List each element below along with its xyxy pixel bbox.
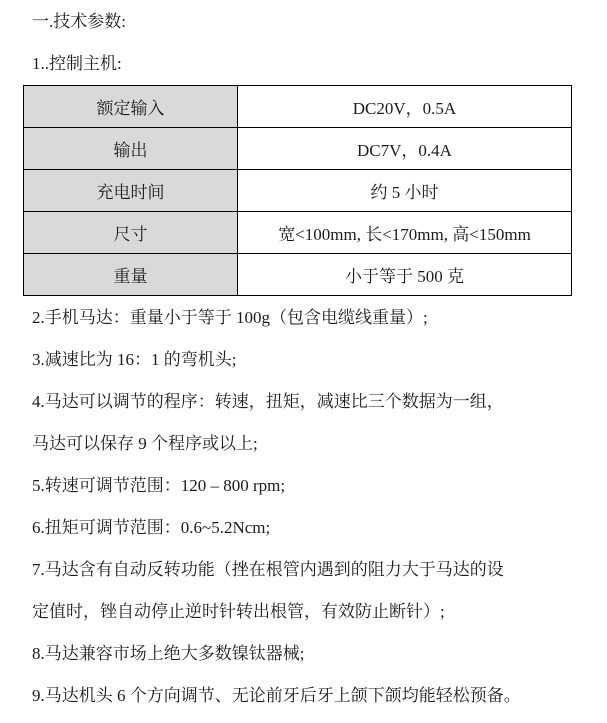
list-item-2: 2.手机马达：重量小于等于 100g（包含电缆线重量）; xyxy=(32,308,428,327)
spec-label: 重量 xyxy=(24,254,238,296)
numbered-list xyxy=(0,297,607,717)
list-item-4-continuation: 马达可以保存 9 个程序或以上; xyxy=(32,434,258,453)
document-page xyxy=(0,10,607,723)
list-item-3: 3.减速比为 16：1 的弯机头; xyxy=(32,350,237,369)
table-row xyxy=(24,86,572,128)
table-row xyxy=(24,128,572,170)
spec-value: 宽<100mm, 长<170mm, 高<150mm xyxy=(238,212,572,254)
list-item-7: 7.马达含有自动反转功能（挫在根管内遇到的阻力大于马达的设 xyxy=(32,560,504,579)
spec-label: 输出 xyxy=(24,128,238,170)
spec-label: 额定输入 xyxy=(24,86,238,128)
subsection-title: 1..控制主机: xyxy=(32,54,122,73)
section-title: 一.技术参数: xyxy=(32,12,126,31)
spec-value: DC20V，0.5A xyxy=(238,86,572,128)
list-item-6: 6.扭矩可调节范围：0.6~5.2Ncm; xyxy=(32,518,271,537)
table-row xyxy=(24,212,572,254)
list-item-5: 5.转速可调节范围：120 – 800 rpm; xyxy=(32,476,286,495)
spec-label: 尺寸 xyxy=(24,212,238,254)
spec-value: 约 5 小时 xyxy=(238,170,572,212)
table-row xyxy=(24,254,572,296)
list-item-8: 8.马达兼容市场上绝大多数镍钛器械; xyxy=(32,644,305,663)
spec-table xyxy=(23,85,572,296)
list-item-4: 4.马达可以调节的程序：转速，扭矩，减速比三个数据为一组， xyxy=(32,392,504,411)
table-row xyxy=(24,170,572,212)
spec-label: 充电时间 xyxy=(24,170,238,212)
spec-value: DC7V，0.4A xyxy=(238,128,572,170)
spec-value: 小于等于 500 克 xyxy=(238,254,572,296)
list-item-7-continuation: 定值时，锉自动停止逆时针转出根管，有效防止断针）; xyxy=(32,602,445,621)
list-item-9: 9.马达机头 6 个方向调节、无论前牙后牙上颌下颌均能轻松预备。 xyxy=(32,686,521,705)
